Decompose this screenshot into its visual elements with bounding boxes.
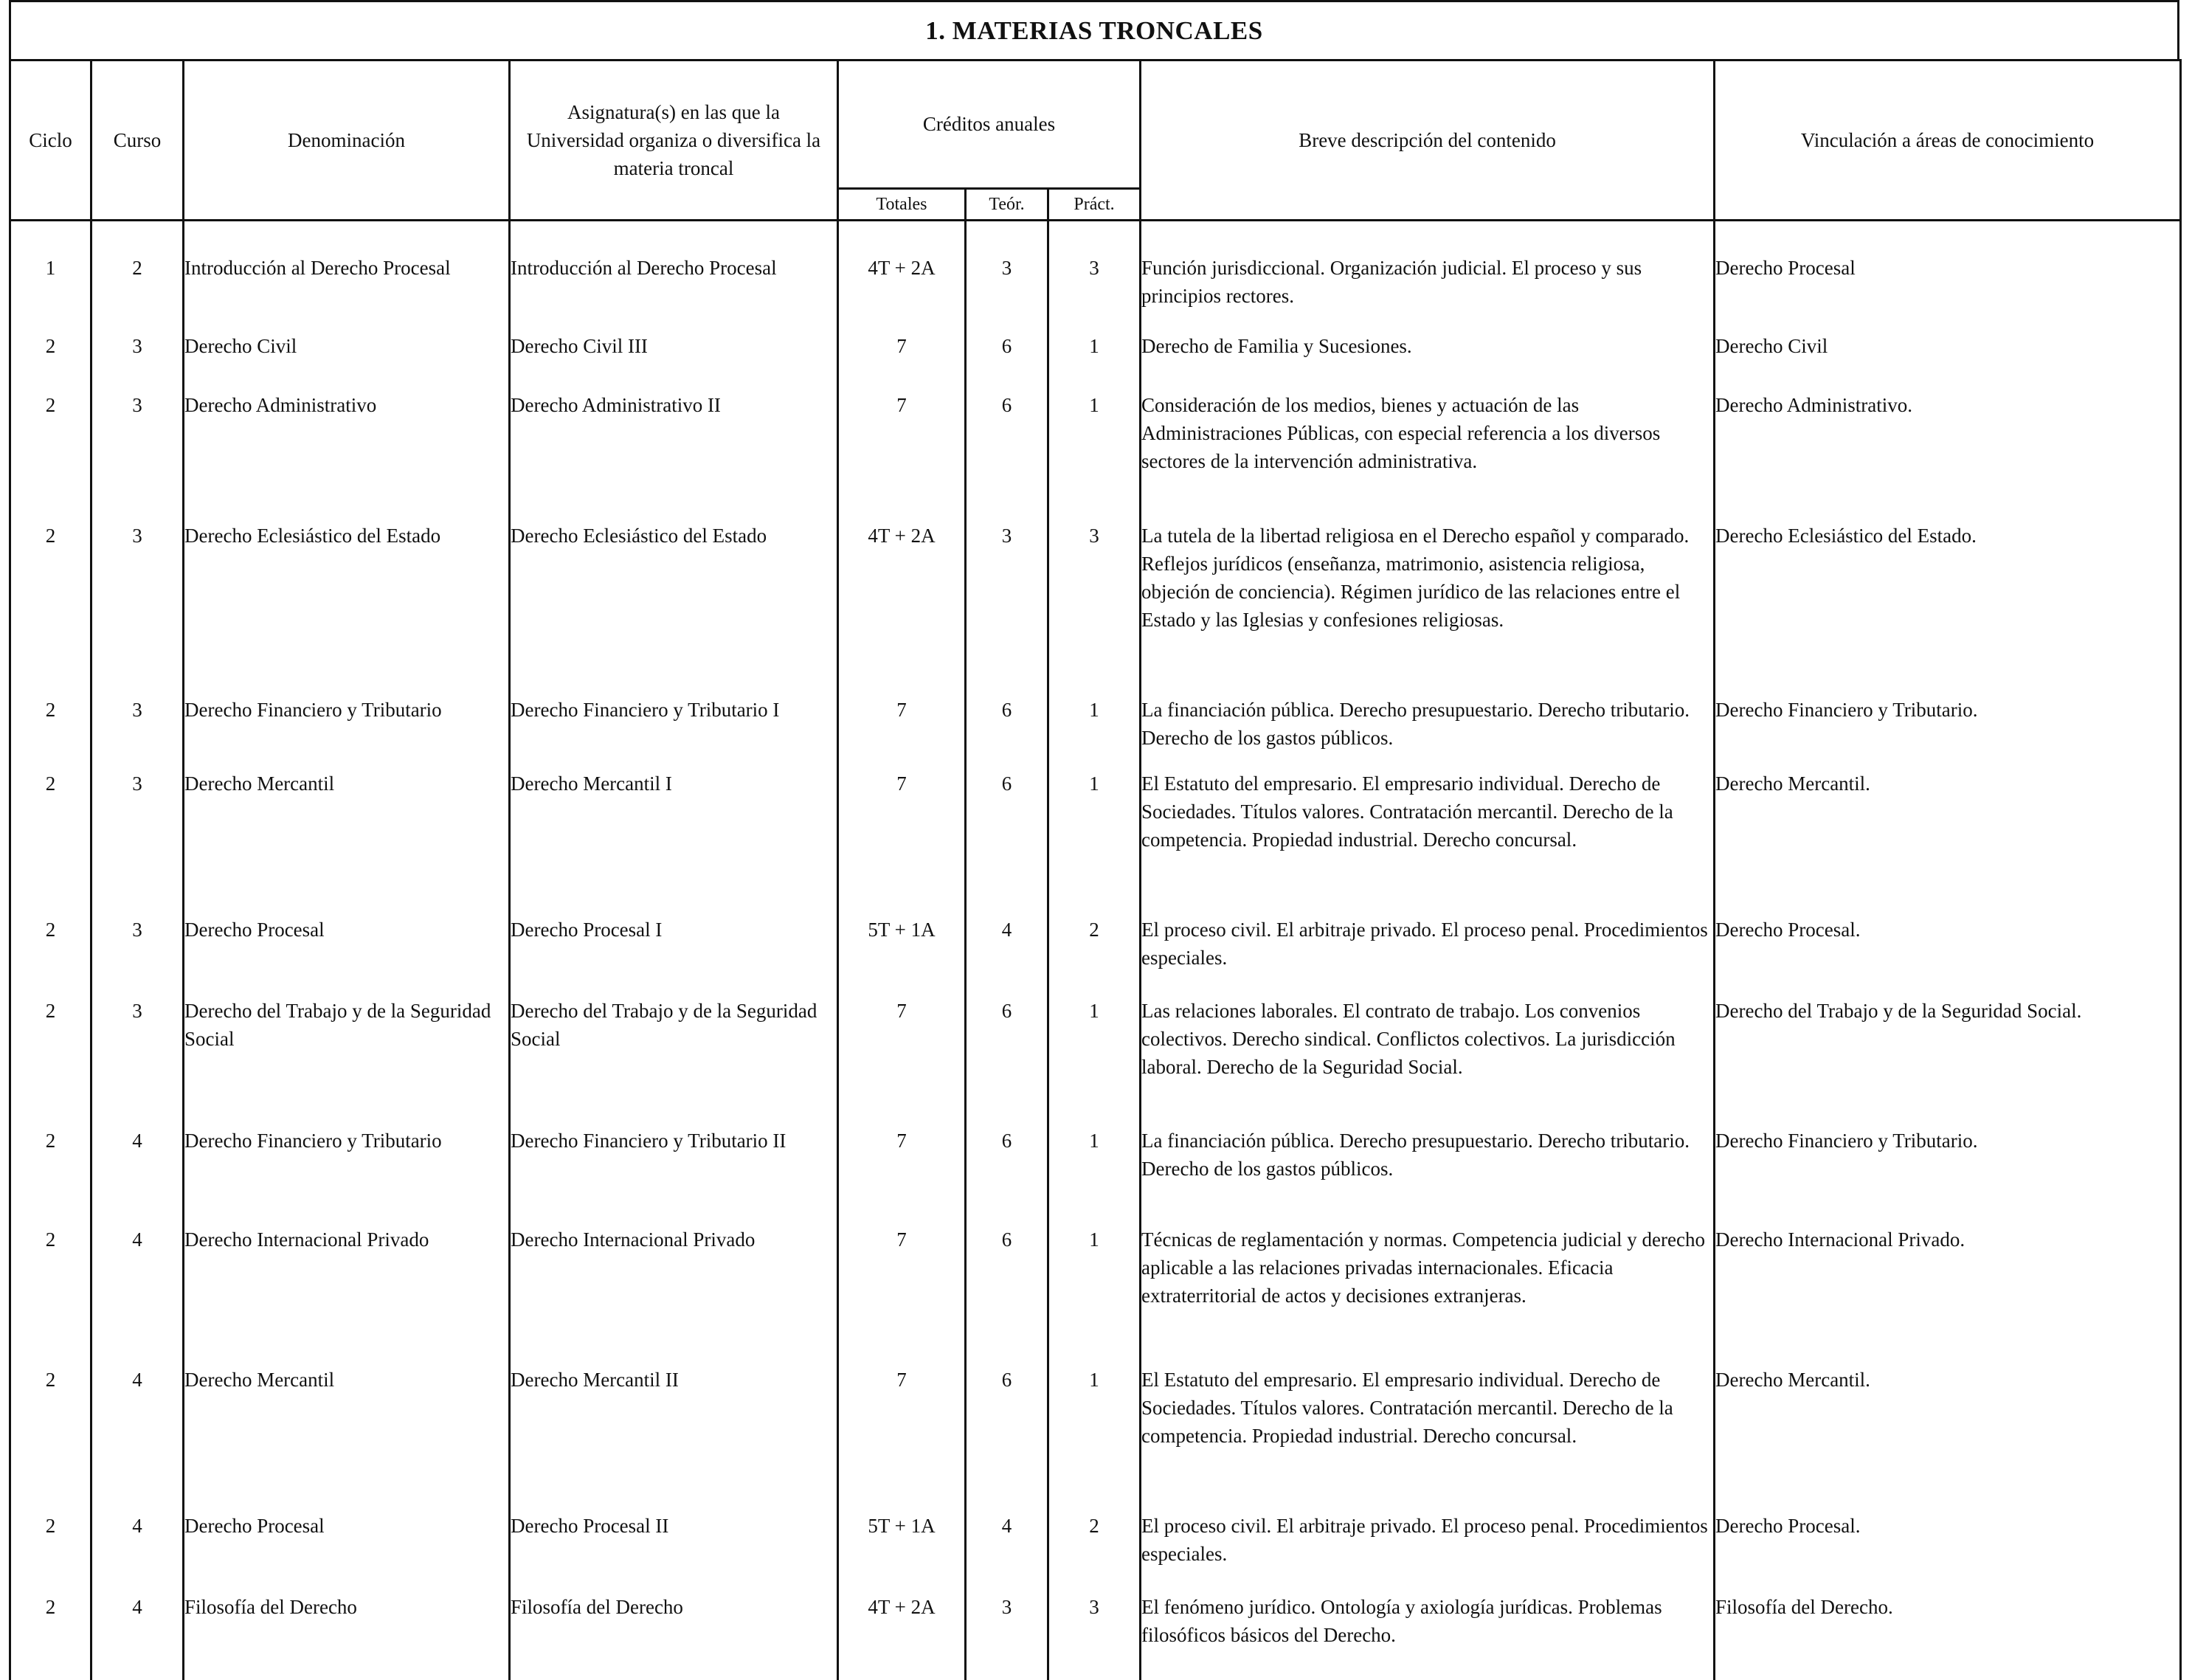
header-curso: Curso [91, 61, 184, 221]
table-row [10, 254, 2181, 332]
cell-vinculacion: Derecho Administrativo. [1715, 391, 2181, 522]
cell-denominacion: Derecho Mercantil [184, 1366, 510, 1512]
cell-vinculacion: Derecho Mercantil. [1715, 1366, 2181, 1512]
cell-curso: 4 [91, 1127, 184, 1226]
cell-totales: 7 [838, 1127, 966, 1226]
cell-asignatura: Derecho Administrativo II [510, 391, 838, 522]
header-creditos-anuales: Créditos anuales [838, 61, 1141, 189]
cell-descripcion: El proceso civil. El arbitraje privado. El proceso penal. Procedimientos especiales. [1141, 916, 1715, 997]
cell-descripcion: Técnicas de reglamentación y normas. Competencia judicial y derecho aplicable a las relaciones privadas internacionales. Eficacia extraterritorial de actos y decisiones extranjeras. [1141, 1226, 1715, 1366]
cell-curso: 4 [91, 1226, 184, 1366]
cell-ciclo: 2 [10, 916, 91, 997]
cell-asignatura: Introducción al Derecho Procesal [510, 254, 838, 332]
cell-pract: 1 [1048, 997, 1141, 1127]
cell-pract: 3 [1048, 1593, 1141, 1680]
cell-ciclo: 1 [10, 254, 91, 332]
cell-pract: 1 [1048, 696, 1141, 770]
cell-teor: 6 [966, 391, 1048, 522]
cell-denominacion: Derecho Mercantil [184, 770, 510, 916]
cell-totales: 7 [838, 391, 966, 522]
cell-asignatura: Derecho Civil III [510, 332, 838, 391]
cell-ciclo: 2 [10, 391, 91, 522]
cell-pract: 2 [1048, 916, 1141, 997]
cell-curso: 3 [91, 522, 184, 696]
cell-denominacion: Derecho Financiero y Tributario [184, 696, 510, 770]
cell-curso: 3 [91, 391, 184, 522]
cell-descripcion: La financiación pública. Derecho presupuestario. Derecho tributario. Derecho de los gastos públicos. [1141, 696, 1715, 770]
cell-totales: 4T + 2A [838, 522, 966, 696]
cell-curso: 2 [91, 254, 184, 332]
cell-denominacion: Filosofía del Derecho [184, 1593, 510, 1680]
cell-denominacion: Introducción al Derecho Procesal [184, 254, 510, 332]
table-row [10, 997, 2181, 1127]
header-pract: Práct. [1048, 188, 1141, 220]
header-ciclo: Ciclo [10, 61, 91, 221]
cell-descripcion: El Estatuto del empresario. El empresario individual. Derecho de Sociedades. Títulos valores. Contratación mercantil. Derecho de la competencia. Propiedad industrial. Derecho concursal. [1141, 1366, 1715, 1512]
cell-pract: 3 [1048, 254, 1141, 332]
cell-pract: 3 [1048, 522, 1141, 696]
cell-asignatura: Derecho Eclesiástico del Estado [510, 522, 838, 696]
cell-teor: 6 [966, 1366, 1048, 1512]
table-row [10, 1512, 2181, 1593]
cell-denominacion: Derecho Financiero y Tributario [184, 1127, 510, 1226]
cell-asignatura: Derecho Procesal I [510, 916, 838, 997]
header-totales: Totales [838, 188, 966, 220]
cell-denominacion: Derecho Procesal [184, 1512, 510, 1593]
cell-denominacion: Derecho del Trabajo y de la Seguridad Social [184, 997, 510, 1127]
cell-vinculacion: Derecho Financiero y Tributario. [1715, 696, 2181, 770]
cell-teor: 6 [966, 997, 1048, 1127]
table-row [10, 696, 2181, 770]
cell-pract: 1 [1048, 1226, 1141, 1366]
cell-asignatura: Derecho Mercantil II [510, 1366, 838, 1512]
cell-descripcion: El proceso civil. El arbitraje privado. El proceso penal. Procedimientos especiales. [1141, 1512, 1715, 1593]
cell-ciclo: 2 [10, 522, 91, 696]
cell-ciclo: 2 [10, 1226, 91, 1366]
cell-totales: 7 [838, 770, 966, 916]
cell-teor: 6 [966, 332, 1048, 391]
table-row [10, 332, 2181, 391]
cell-pract: 1 [1048, 391, 1141, 522]
cell-vinculacion: Derecho del Trabajo y de la Seguridad Social. [1715, 997, 2181, 1127]
table-row [10, 522, 2181, 696]
cell-teor: 4 [966, 1512, 1048, 1593]
cell-totales: 5T + 1A [838, 1512, 966, 1593]
table-body [10, 221, 2181, 1680]
spacer-row [10, 221, 2181, 255]
table-row [10, 1593, 2181, 1680]
cell-descripcion: Las relaciones laborales. El contrato de trabajo. Los convenios colectivos. Derecho sindical. Conflictos colectivos. La jurisdicción laboral. Derecho de la Seguridad Social. [1141, 997, 1715, 1127]
cell-vinculacion: Derecho Mercantil. [1715, 770, 2181, 916]
cell-denominacion: Derecho Eclesiástico del Estado [184, 522, 510, 696]
cell-descripcion: Función jurisdiccional. Organización judicial. El proceso y sus principios rectores. [1141, 254, 1715, 332]
cell-pract: 1 [1048, 1366, 1141, 1512]
cell-descripcion: La financiación pública. Derecho presupuestario. Derecho tributario. Derecho de los gastos públicos. [1141, 1127, 1715, 1226]
cell-pract: 1 [1048, 770, 1141, 916]
cell-totales: 5T + 1A [838, 916, 966, 997]
cell-vinculacion: Filosofía del Derecho. [1715, 1593, 2181, 1680]
table-row [10, 1226, 2181, 1366]
cell-teor: 6 [966, 770, 1048, 916]
cell-ciclo: 2 [10, 1127, 91, 1226]
cell-ciclo: 2 [10, 332, 91, 391]
cell-teor: 3 [966, 254, 1048, 332]
cell-descripcion: El Estatuto del empresario. El empresario individual. Derecho de Sociedades. Títulos valores. Contratación mercantil. Derecho de la competencia. Propiedad industrial. Derecho concursal. [1141, 770, 1715, 916]
cell-pract: 2 [1048, 1512, 1141, 1593]
cell-denominacion: Derecho Procesal [184, 916, 510, 997]
cell-asignatura: Filosofía del Derecho [510, 1593, 838, 1680]
cell-teor: 6 [966, 1127, 1048, 1226]
table-row [10, 1366, 2181, 1512]
table-row [10, 770, 2181, 916]
cell-descripcion: Derecho de Familia y Sucesiones. [1141, 332, 1715, 391]
cell-denominacion: Derecho Internacional Privado [184, 1226, 510, 1366]
cell-vinculacion: Derecho Financiero y Tributario. [1715, 1127, 2181, 1226]
cell-totales: 7 [838, 1226, 966, 1366]
cell-descripcion: El fenómeno jurídico. Ontología y axiología jurídicas. Problemas filosóficos básicos del Derecho. [1141, 1593, 1715, 1680]
cell-asignatura: Derecho Internacional Privado [510, 1226, 838, 1366]
cell-totales: 4T + 2A [838, 254, 966, 332]
header-teor: Teór. [966, 188, 1048, 220]
cell-curso: 4 [91, 1366, 184, 1512]
cell-teor: 6 [966, 1226, 1048, 1366]
table-title: 1. MATERIAS TRONCALES [9, 0, 2179, 59]
cell-curso: 3 [91, 770, 184, 916]
cell-curso: 3 [91, 332, 184, 391]
cell-asignatura: Derecho Financiero y Tributario I [510, 696, 838, 770]
materias-table [9, 59, 2182, 1680]
cell-totales: 7 [838, 696, 966, 770]
table-row [10, 391, 2181, 522]
cell-curso: 4 [91, 1512, 184, 1593]
table-row [10, 916, 2181, 997]
cell-curso: 3 [91, 916, 184, 997]
cell-vinculacion: Derecho Internacional Privado. [1715, 1226, 2181, 1366]
header-denominacion: Denominación [184, 61, 510, 221]
cell-teor: 3 [966, 1593, 1048, 1680]
cell-curso: 3 [91, 997, 184, 1127]
cell-descripcion: La tutela de la libertad religiosa en el Derecho español y comparado. Reflejos jurídicos (enseñanza, matrimonio, asistencia religiosa, objeción de conciencia). Régimen jurídico de las relaciones entre el Estado y las Iglesias y confesiones religiosas. [1141, 522, 1715, 696]
cell-vinculacion: Derecho Procesal. [1715, 916, 2181, 997]
cell-denominacion: Derecho Civil [184, 332, 510, 391]
cell-totales: 7 [838, 997, 966, 1127]
cell-vinculacion: Derecho Eclesiástico del Estado. [1715, 522, 2181, 696]
cell-ciclo: 2 [10, 997, 91, 1127]
cell-teor: 4 [966, 916, 1048, 997]
cell-teor: 6 [966, 696, 1048, 770]
cell-vinculacion: Derecho Procesal [1715, 254, 2181, 332]
cell-ciclo: 2 [10, 1366, 91, 1512]
cell-ciclo: 2 [10, 1512, 91, 1593]
cell-vinculacion: Derecho Procesal. [1715, 1512, 2181, 1593]
cell-asignatura: Derecho Financiero y Tributario II [510, 1127, 838, 1226]
cell-vinculacion: Derecho Civil [1715, 332, 2181, 391]
materias-troncales-sheet [9, 0, 2190, 1676]
table-row [10, 1127, 2181, 1226]
cell-curso: 4 [91, 1593, 184, 1680]
cell-asignatura: Derecho del Trabajo y de la Seguridad Social [510, 997, 838, 1127]
cell-totales: 7 [838, 1366, 966, 1512]
cell-curso: 3 [91, 696, 184, 770]
header-descripcion: Breve descripción del contenido [1141, 61, 1715, 221]
cell-pract: 1 [1048, 1127, 1141, 1226]
cell-denominacion: Derecho Administrativo [184, 391, 510, 522]
cell-totales: 4T + 2A [838, 1593, 966, 1680]
cell-ciclo: 2 [10, 770, 91, 916]
cell-pract: 1 [1048, 332, 1141, 391]
cell-asignatura: Derecho Procesal II [510, 1512, 838, 1593]
header-asignaturas: Asignatura(s) en las que la Universidad organiza o diversifica la materia troncal [510, 61, 838, 221]
cell-descripcion: Consideración de los medios, bienes y actuación de las Administraciones Públicas, con especial referencia a los diversos sectores de la intervención administrativa. [1141, 391, 1715, 522]
cell-totales: 7 [838, 332, 966, 391]
cell-teor: 3 [966, 522, 1048, 696]
cell-ciclo: 2 [10, 696, 91, 770]
header-vinculacion: Vinculación a áreas de conocimiento [1715, 61, 2181, 221]
cell-asignatura: Derecho Mercantil I [510, 770, 838, 916]
cell-ciclo: 2 [10, 1593, 91, 1680]
